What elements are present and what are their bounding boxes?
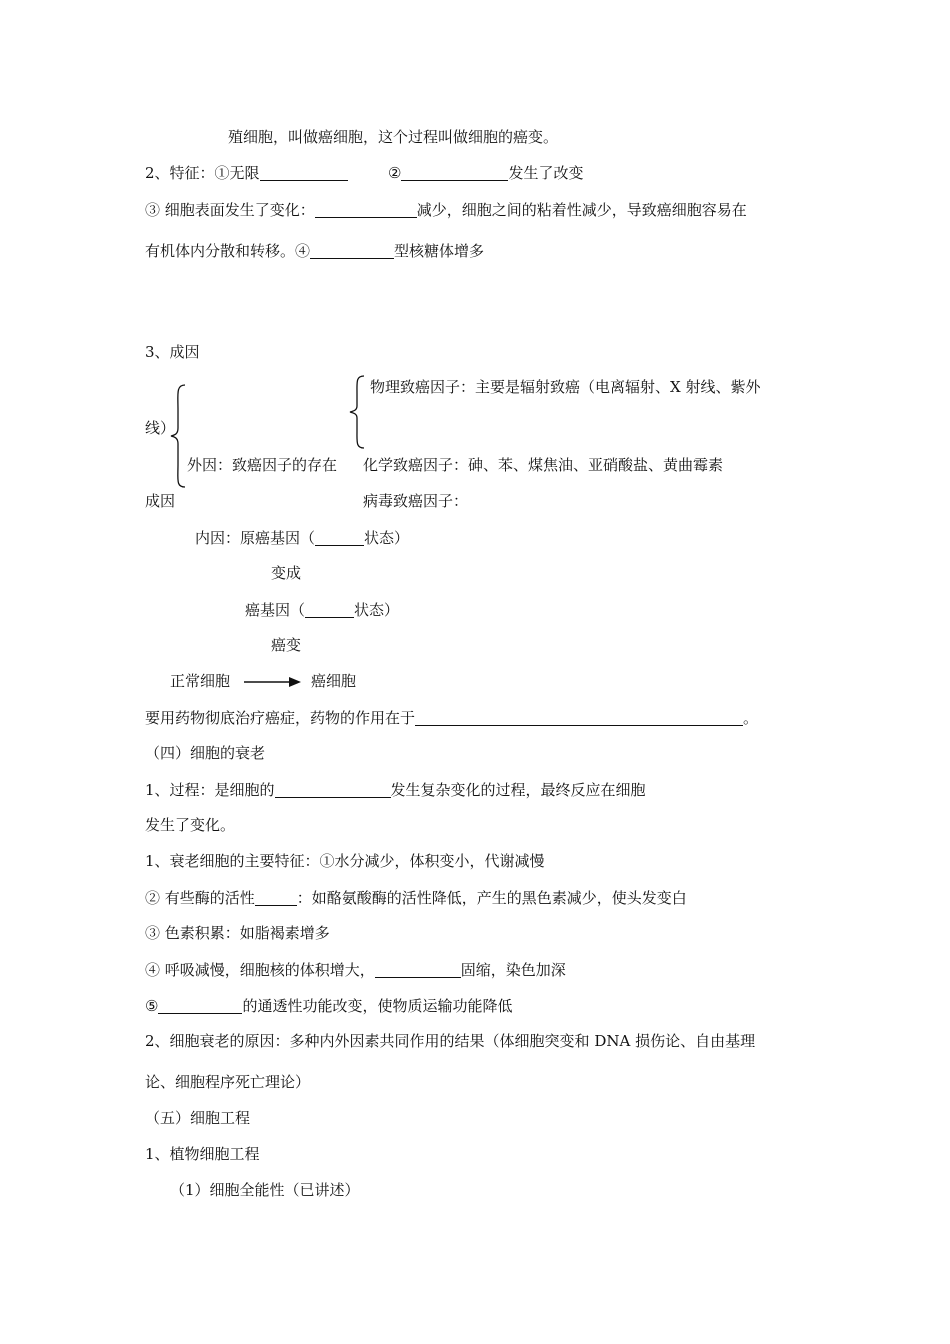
- text-line: 癌变: [271, 636, 302, 654]
- line-text: 。: [743, 709, 759, 727]
- fill-blank[interactable]: [315, 202, 417, 218]
- text-line: 病毒致癌因子：: [363, 492, 469, 510]
- line-text: 固缩，染色加深: [460, 961, 566, 979]
- line-text: 有机体内分散和转移。④: [145, 242, 311, 260]
- line-text: 发生复杂变化的过程，最终反应在细胞: [390, 781, 646, 799]
- text-line: [195, 530, 409, 546]
- text-line: 成因: [145, 492, 176, 510]
- text-line: [145, 890, 687, 906]
- line-text: ②: [388, 164, 402, 182]
- text-line: [145, 165, 348, 181]
- text-line: [145, 243, 484, 259]
- fill-blank[interactable]: [275, 782, 391, 798]
- text-line: 殖细胞，叫做癌细胞，这个过程叫做细胞的癌变。: [228, 128, 559, 146]
- right-brace: [349, 373, 369, 451]
- line-text: 减少，细胞之间的粘着性减少，导致癌细胞容易在: [416, 201, 747, 219]
- text-line: 1、衰老细胞的主要特征：①水分减少，体积变小，代谢减慢: [145, 852, 545, 870]
- text-line: [388, 165, 583, 181]
- line-text: 的通透性功能改变，使物质运输功能降低: [242, 997, 513, 1015]
- text-line: ③ 色素积累：如脂褐素增多: [145, 924, 330, 942]
- text-line: [145, 962, 566, 978]
- text-line: 癌细胞: [311, 672, 357, 690]
- line-text: ④ 呼吸减慢，细胞核的体积增大，: [145, 961, 375, 979]
- text-line: [145, 202, 747, 218]
- fill-blank[interactable]: [255, 890, 297, 906]
- text-line: 1、植物细胞工程: [145, 1145, 260, 1163]
- section-heading: 3、成因: [145, 343, 200, 361]
- section-heading: （五）细胞工程: [145, 1109, 251, 1127]
- text-line: （1）细胞全能性（已讲述）: [170, 1181, 360, 1199]
- fill-blank[interactable]: [401, 165, 508, 181]
- line-text: 发生了改变: [508, 164, 584, 182]
- text-line: 化学致癌因子：砷、苯、煤焦油、亚硝酸盐、黄曲霉素: [363, 456, 724, 474]
- line-text: ③ 细胞表面发生了变化：: [145, 201, 315, 219]
- line-text: ② 有些酶的活性: [145, 889, 255, 907]
- fill-blank[interactable]: [305, 602, 354, 618]
- line-text: 要用药物彻底治疗癌症，药物的作用在于: [145, 709, 416, 727]
- line-text: ：如酪氨酸酶的活性降低，产生的黑色素减少，使头发变白: [296, 889, 687, 907]
- fill-blank[interactable]: [260, 165, 348, 181]
- text-line: [245, 602, 399, 618]
- text-line: 变成: [271, 564, 302, 582]
- line-text: 癌基因（: [245, 601, 306, 619]
- fill-blank[interactable]: [375, 962, 461, 978]
- arrow-icon: [244, 675, 302, 689]
- section-heading: （四）细胞的衰老: [145, 744, 266, 762]
- text-line: 线）: [145, 419, 176, 437]
- fill-blank[interactable]: [415, 710, 743, 726]
- line-text: 状态）: [364, 529, 410, 547]
- fill-blank[interactable]: [158, 998, 242, 1014]
- text-line: 外因：致癌因子的存在: [187, 456, 338, 474]
- text-line: 物理致癌因子：主要是辐射致癌（电离辐射、X 射线、紫外: [370, 378, 761, 396]
- fill-blank[interactable]: [310, 243, 394, 259]
- text-line: 正常细胞: [170, 672, 231, 690]
- text-line: [145, 782, 646, 798]
- line-text: ⑤: [145, 997, 159, 1015]
- line-text: 状态）: [354, 601, 400, 619]
- text-line: 论、细胞程序死亡理论）: [145, 1073, 311, 1091]
- line-text: 型核糖体增多: [394, 242, 485, 260]
- text-line: 发生了变化。: [145, 816, 236, 834]
- line-text: 1、过程：是细胞的: [145, 781, 275, 799]
- line-text: 2、特征：①无限: [145, 164, 260, 182]
- line-text: 内因：原癌基因（: [195, 529, 316, 547]
- text-line: [145, 710, 758, 726]
- text-line: [145, 998, 512, 1014]
- fill-blank[interactable]: [315, 530, 364, 546]
- text-line: 2、细胞衰老的原因：多种内外因素共同作用的结果（体细胞突变和 DNA 损伤论、自由基理: [145, 1032, 756, 1050]
